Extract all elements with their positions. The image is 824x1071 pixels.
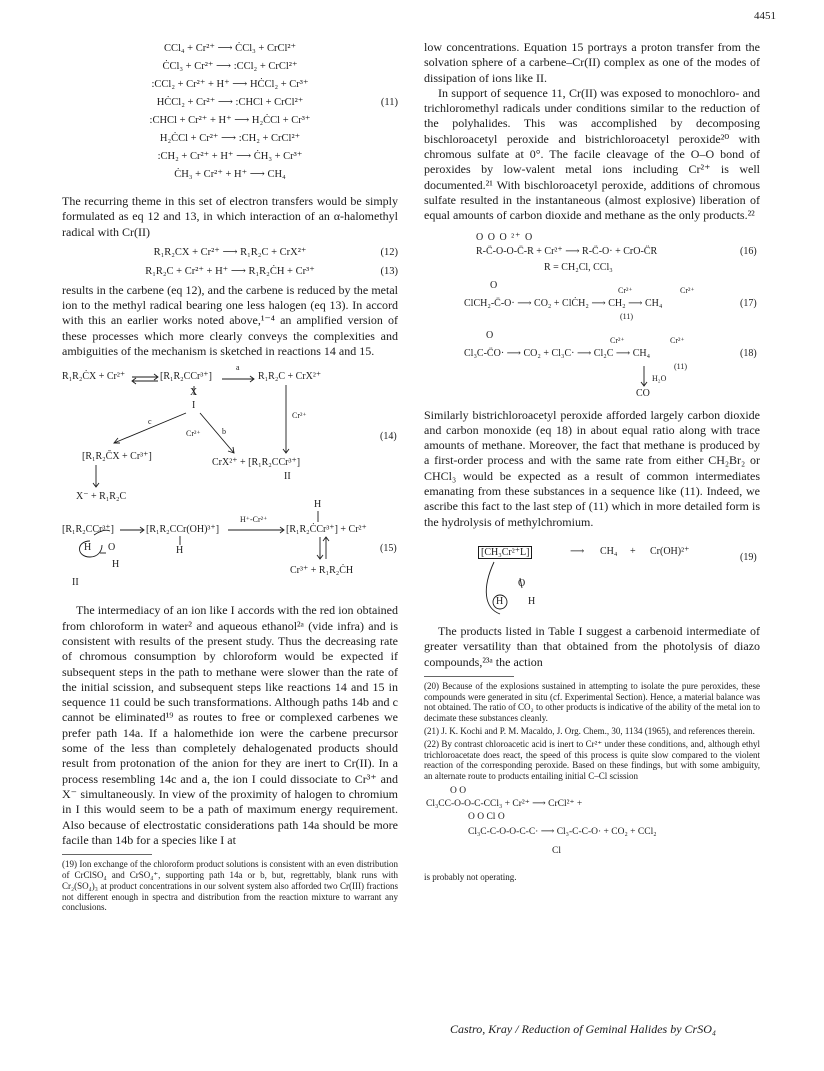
eq11-line: :CCl₂ + Cr²⁺ + H⁺ ⟶ HĊCl₂ + Cr³⁺ [151,79,309,90]
scheme-label-b: b [222,427,226,437]
eq15-number: (15) [380,543,397,555]
footnote: (20) Because of the explosions sustained in attempting to isolate the pure peroxides, these compounds were generated in situ (cf. Experimental Section). Hence, a material balance was not obtained. The ratio of CO₂ to other products is indicative of the ability of the metal ion to decimate these substances cleanly. [424,680,760,724]
eq11-line: H₂ĊCl + Cr²⁺ ⟶ :CH₂ + CrCl²⁺ [159,133,301,144]
eq17-o-mark: O [490,279,498,291]
scheme-top-right: R₁R₂C + CrX²⁺ [258,371,322,383]
footnote-divider [424,676,514,677]
eq11-line: ĊCl₃ + Cr²⁺ ⟶ :CCl₂ + CrCl²⁺ [162,61,298,72]
eq12-number: (12) [380,246,398,258]
footnote-equation [424,786,760,868]
eq18-sub-label: (11) [674,361,688,371]
scheme-h-below: H [176,545,184,557]
scheme-o-label: O [108,542,116,554]
eq16-number: (16) [740,245,757,257]
eq18-line: Cl₃C-C̈O· ⟶ CO₂ + Cl₃C· ⟶ Cl₂C ⟶ CH₄ [464,347,651,359]
eq18-co: CO [636,387,650,399]
scheme-ii-label: II [284,471,291,483]
equation-11-block [62,40,398,184]
scheme-row15-right: [R₁R₂ĊCr³⁺] + Cr²⁺ [286,524,367,536]
paragraph: Similarly bistrichloroacetyl peroxide afforded largely carbon dioxide and carbon monoxide (eq 18) in about equal ratio along with trace amounts of methane. Moreover, the fact that methane is produced by a first-order process and with the same rate from either CH₂Br₂ or CHCl₃ would be expected as a result of common intermediates emanating from these substances in a sequence like (11). Indeed, we ascribe this fact to the last step of (11) which in more detailed form is the hydrolysis of methylchromium. [424,407,760,529]
eq19-h-right: H [528,595,536,607]
fn-eq-o-marks: O O Cl O [468,812,505,822]
eq19-complex: [CH₃Cr²⁺L] [478,546,532,559]
eq18-h2o: H₂O [652,373,667,383]
scheme-row15-left: [R₁R₂CCr³⁺] [62,524,114,536]
scheme-cr2-right: Cr²⁺ [292,411,307,421]
footnote: (19) Ion exchange of the chloroform product solutions is consistent with an even distribution of CrClSO₄ and CrSO₄⁺, supporting path 14a or b, but, regrettably, blank runs with Cr₂(SO₄)₃ at product concentrations in our solvent system also afforded two Cr(III) fractions not different enough in spectra and distribution from the reaction mixture to warrant any conclusions. [62,859,398,913]
equation-16 [424,232,760,276]
eq19-number: (19) [740,551,757,563]
eq18-cr-label: Cr²⁺ [670,335,685,345]
scheme-top-left: R₁R₂ĊX + Cr²⁺ [62,371,126,383]
footnote: (21) J. K. Kochi and P. M. Macaldo, J. Org. Chem., 30, 1134 (1965), and references therein. [424,726,755,737]
scheme-final: Cr³⁺ + R₁R₂ĊH [290,565,354,577]
scheme-h-top: H [314,499,322,511]
equation-12 [62,243,398,262]
eq16-line: R-C̈-O-O-C̈-R + Cr²⁺ ⟶ R-C̈-O· + CrO-C̈R [476,245,658,257]
eq18-cr-label: Cr²⁺ [610,335,625,345]
scheme-h-plus-cr: H⁺-Cr²⁺ [240,515,268,525]
eq16-o-marks: O O O ²⁺ O [476,231,534,243]
scheme-i-label: I [192,400,196,412]
eq19-curved-arrow [474,558,534,628]
eq17-cr-label: Cr²⁺ [680,285,695,295]
eq11-line: ĊH₃ + Cr²⁺ + H⁺ ⟶ CH₄ [174,169,286,180]
equation-19 [424,540,760,620]
eq17-cr-label: Cr²⁺ [618,285,633,295]
eq11-number: (11) [380,97,398,108]
eq11-line: CCl₄ + Cr²⁺ ⟶ ĊCl₃ + CrCl²⁺ [163,43,297,54]
equation-13 [62,262,398,281]
eq12-text: R₁R₂CX + Cr²⁺ ⟶ R₁R₂C + CrX²⁺ [153,246,307,258]
scheme-ii-label: II [72,577,79,589]
scheme-h-circle: H [84,542,92,554]
eq19-product: CH₄ [600,545,618,557]
equation-18 [424,330,760,404]
eq17-sub-label: (11) [620,311,634,321]
eq18-o-mark: O [486,329,494,341]
eq19-arrow: ⟶ [570,545,585,557]
right-column [424,40,760,885]
paragraph: The intermediacy of an ion like I accords with the red ion obtained from chloroform in water² and aqueous ethanol²ᵃ (vide infra) and is consistent with results of the present study. Thus the decreasing rate of chromous consumption by chloroform would be expected if subsequent steps in the path to methane were slower than the rate of the initial scission, and subsequent steps like reactions 14 and 15 in sequence 11 could be such transformations. Although paths 14b and c cannot be eliminated¹⁹ as routes to free or complexed carbenes we prefer path 14a. If a halomethide ion were the carbene precursor some of the less than completely dehalogenated products should result from protonation of the anion for they are inert to Cr(II). In a process resembling 14c and a, the ion I could dissociate to Cr³⁺ and X⁻ simultaneously. In view of the proximity of halogen to chromium in I this would seem to be a path of maximum energy requirement. Also because of electrostatic considerations path 14a should be more facile than 14b for a species like I at [62,603,398,847]
scheme-h-below: H [112,559,120,571]
scheme-label-a: a [236,363,240,373]
eq13-text: R₁R₂C + Cr²⁺ + H⁺ ⟶ R₁R₂ĊH + Cr³⁺ [145,265,315,277]
running-footer: Castro, Kray / Reduction of Geminal Halides by CrSO₄ [450,1022,717,1036]
footnote: (22) By contrast chloroacetic acid is inert to Cr²⁺ under these conditions, and, although ethyl trichloroacetate does react, the speed of this process is quite slow compared to the violent reaction of the corresponding peroxide. Based on these findings, but with some ambiguity, an alternate route to products entailing initial C–Cl scission [424,738,760,782]
scheme-c-product: [R₁R₂C̄X + Cr³⁺] [82,451,152,463]
reaction-scheme-14-15 [62,363,398,595]
eq19-plus: + [630,545,636,557]
paragraph: low concentrations. Equation 15 portrays a proton transfer from the solvation sphere of a carbene–Cr(II) complex as one of the modes of dissipation of ions like II. [424,40,760,85]
paragraph: The products listed in Table I suggest a carbenoid intermediate of greater versatility than that obtained from the photolysis of diazo compounds,²³ᵃ the action [424,623,760,669]
scheme-x-minus: X⁻ + R₁R₂C [76,491,127,503]
eq13-number: (13) [380,265,398,277]
scheme-b-product: CrX²⁺ + [R₁R₂CCr³⁺] [212,457,301,469]
eq11-line: :CH₂ + Cr²⁺ + H⁺ ⟶ ĊH₃ + Cr³⁺ [157,151,303,162]
eq11-line: HĊCl₂ + Cr²⁺ ⟶ :CHCl + CrCl²⁺ [156,97,304,108]
footnote: is probably not operating. [424,872,517,882]
page-number: 4451 [754,10,776,22]
scheme-row15-mid: [R₁R₂CCr(OH)³⁺] [146,524,220,536]
eq11-line: :CHCl + Cr²⁺ + H⁺ ⟶ H₂ĊCl + Cr³⁺ [149,115,311,126]
paragraph: The recurring theme in this set of electron transfers would be simply formulated as eq 12 and 13, in which interaction of an α-halomethyl radical with Cr(II) [62,194,398,239]
scheme-cr2-mid: Cr²⁺ [186,429,201,439]
footnote-divider [62,854,152,855]
eq18-down-arrow [638,366,658,386]
eq16-r-definition: R = CH₂Cl, CCl₃ [544,261,613,273]
fn-eq-o-marks: O O [450,786,467,796]
scheme-x: X [190,387,198,399]
eq18-number: (18) [740,347,757,359]
equation-17 [424,280,760,326]
eq17-line: ClCH₂-C̈-O· ⟶ CO₂ + ClĊH₂ ⟶ CH₂ ⟶ CH₄ [464,297,663,309]
eq17-number: (17) [740,297,757,309]
eq19-product: Cr(OH)²⁺ [650,545,690,557]
eq19-o-label: O [518,577,526,589]
fn-eq-cl: Cl [552,846,561,856]
scheme-top-mid: [R₁R₂CCr³⁺] [160,371,212,383]
paragraph: In support of sequence 11, Cr(II) was exposed to monochloro- and trichloromethyl radicals under conditions similar to the reduction of the polyhalides. This was accomplished by decomposing bischloroacetyl peroxide and bistrichloroacetyl peroxide²⁰ with chromous sulfate at 0°. The facile cleavage of the O–O bond of peroxides by low-valent metal ions including Cr²⁺ is well documented.²¹ With bischloroacetyl peroxide, additions of chromous sulfate resulted in the instantaneous (almost explosive) liberation of equal amounts of carbon dioxide and methane as the only products.²² [424,85,760,223]
scheme-label-c: c [148,417,152,427]
eq19-h-circle: H [496,595,504,607]
paragraph: results in the carbene (eq 12), and the carbene is reduced by the metal ion to the methyl radical bearing one less halogen (eq 13). In accord with this an earlier works noted above,¹⁻⁴ an amplified version of these processes which more clearly conveys the complexities and ambiguities of the mechanism is sketched in reactions 14 and 15. [62,282,398,359]
fn-eq-line: Cl₃C-C-O-O-C-C· ⟶ Cl₃-C-C-O· + CO₂ + CCl₂ [468,827,657,837]
eq14-number: (14) [380,431,397,443]
left-column [62,40,398,915]
fn-eq-line: Cl₃CC-O-O-C-CCl₃ + Cr²⁺ ⟶ CrCl²⁺ + [426,799,583,809]
